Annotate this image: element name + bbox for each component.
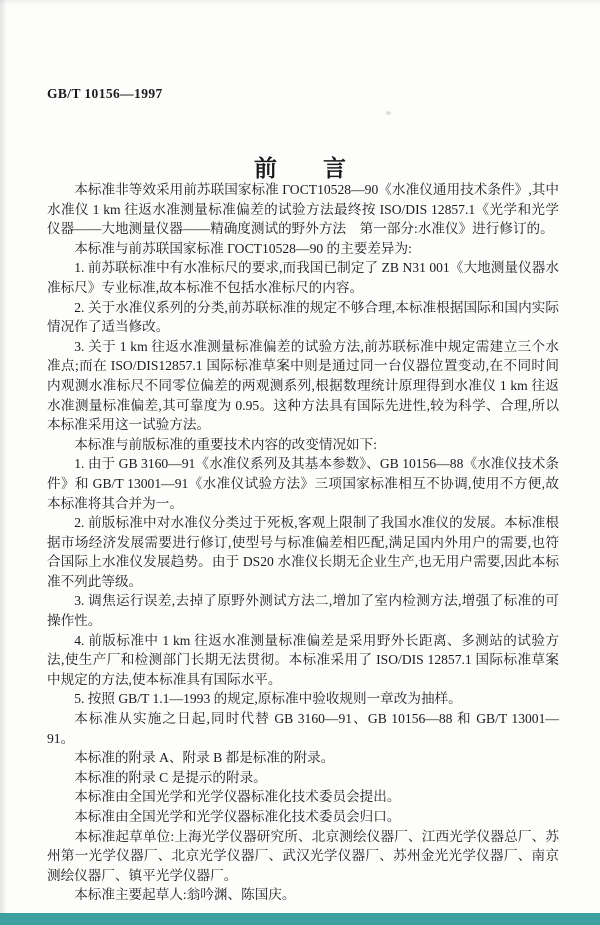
paragraph: 本标准由全国光学和光学仪器标准化技术委员会归口。 (74, 809, 401, 824)
paragraph: 4. 前版标准中 1 km 往返水准测量标准偏差是采用野外长距离、多测站的试验方法,使生产厂和检测部门长期无法贯彻。本标准采用了 ISO/DIS 12857.1 国际标准草案中规定的方法,使本标准具有国际水平。 (47, 632, 559, 687)
scan-bottom-color-bar (0, 913, 600, 925)
paragraph: 本标准从实施之日起,同时代替 GB 3160—91、GB 10156—88 和 GB/T 13001—91。 (47, 711, 559, 746)
paragraph: 3. 调焦运行误差,去掉了原野外测试方法二,增加了室内检测方法,增强了标准的可操作性。 (47, 593, 559, 629)
paragraph: 1. 由于 GB 3160—91《水准仪系列及其基本参数》、GB 10156—88《水准仪技术条件》和 GB/T 13001—91《水准仪试验方法》三项国家标准相互不协调,使用不方便,故本标准将其合并为一。 (47, 456, 559, 511)
paragraph: 本标准由全国光学和光学仪器标准化技术委员会提出。 (74, 789, 401, 805)
page-title: 前言 (254, 156, 392, 182)
paragraph: 本标准非等效采用前苏联国家标准 ГОСТ10528—90《水准仪通用技术条件》,其中水准仪 1 km 往返水准测量标准偏差的试验方法最终按 ISO/DIS 12857.1《光学和光学仪器——大地测量仪器——精确度测试的野外方法 第一部分:水准仪》进行修订的。 (47, 182, 559, 237)
scan-speck (386, 111, 391, 115)
scan-left-edge-shading (0, 0, 7, 925)
scan-top-edge-shading (0, 0, 600, 5)
paragraph: 本标准的附录 A、附录 B 都是标准的附录。 (74, 750, 335, 766)
paragraph: 1. 前苏联标准中有水准标尺的要求,而我国已制定了 ZB N31 001《大地测量仪器水准标尺》专业标准,故本标准不包括水准标尺的内容。 (47, 260, 559, 295)
paragraph: 本标准主要起草人:翁吟渊、陈国庆。 (74, 887, 296, 903)
paragraph: 2. 前版标准中对水准仪分类过于死板,客观上限制了我国水准仪的发展。本标准根据市场经济发展需要进行修订,使型号与标准偏差相匹配,满足国内外用户的需要,也符合国际上水准仪发展趋势。由于 DS20 水准仪长期无企业生产,也无用户需要,因此本标准不列此等级。 (47, 515, 559, 589)
paragraph: 本标准起草单位:上海光学仪器研究所、北京测绘仪器厂、江西光学仪器总厂、苏州第一光学仪器厂、北京光学仪器厂、武汉光学仪器厂、苏州金光光学仪器厂、南京测绘仪器厂、镇平光学仪器厂。 (47, 828, 559, 883)
paragraph: 5. 按照 GB/T 1.1—1993 的规定,原标准中验收规则一章改为抽样。 (74, 691, 462, 707)
paragraph: 3. 关于 1 km 往返水准测量标准偏差的试验方法,前苏联标准中规定需建立三个水准点;而在 ISO/DIS12857.1 国际标准草案中则是通过同一台仪器位置变动,在不同时间内观测水准标尺不同零位偏差的两观测系列,根据数理统计原理得到水准仪 1 km 往返水准测量标准偏差,其可靠度为 0.95。这种方法具有国际先进性,较为科学、合理,所以本标准采用这一试验方法。 (47, 338, 559, 433)
foreword-body (47, 180, 559, 905)
paragraph: 2. 关于水准仪系列的分类,前苏联标准的规定不够合理,本标准根据国际和国内实际情况作了适当修改。 (47, 299, 559, 335)
paragraph: 本标准的附录 C 是提示的附录。 (74, 769, 267, 785)
standard-number: GB/T 10156—1997 (47, 86, 163, 101)
paragraph: 本标准与前苏联国家标准 ГОСТ10528—90 的主要差异为: (74, 240, 412, 256)
paragraph: 本标准与前版标准的重要技术内容的改变情况如下: (74, 436, 378, 452)
